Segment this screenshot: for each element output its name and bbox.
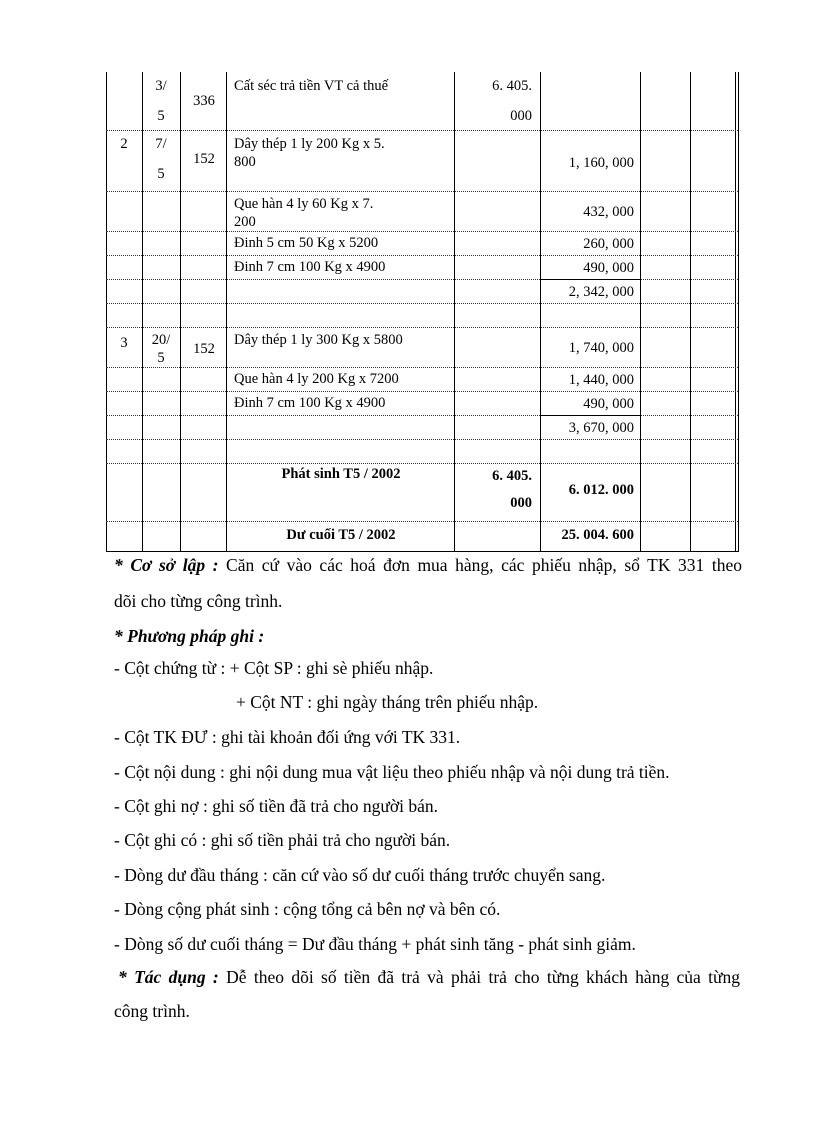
row2-account: 152 bbox=[193, 151, 215, 167]
row2-date-month: 5 bbox=[157, 166, 165, 182]
basis-label: * Cơ sở lập : bbox=[114, 555, 219, 575]
row3-date-day: 20/ bbox=[151, 332, 171, 348]
method-line-6: - Cột ghi có : ghi số tiền phải trả cho người bán. bbox=[114, 830, 451, 850]
row1-account: 336 bbox=[193, 93, 215, 109]
period-activity-debit: 6. 405. bbox=[492, 468, 532, 484]
row-separator bbox=[106, 279, 738, 280]
row3-subtotal: 3, 670, 000 bbox=[568, 420, 634, 436]
row3-credit3: 490, 000 bbox=[583, 396, 634, 412]
row-separator bbox=[106, 303, 738, 304]
row-separator bbox=[106, 367, 738, 368]
ending-balance-credit: 25. 004. 600 bbox=[561, 527, 634, 543]
grid-line bbox=[226, 72, 227, 552]
row2-credit4: 490, 000 bbox=[583, 260, 634, 276]
row1-description: Cất séc trả tiền VT cả thuế bbox=[234, 78, 389, 94]
method-line-8: - Dòng cộng phát sinh : cộng tổng cả bên nợ và bên có. bbox=[114, 899, 501, 919]
method-line-2: + Cột NT : ghi ngày tháng trên phiếu nhập. bbox=[236, 692, 539, 712]
method-line-9: - Dòng số dư cuối tháng = Dư đầu tháng + phát sinh tăng - phát sinh giảm. bbox=[114, 934, 636, 954]
row3-item2: Que hàn 4 ly 200 Kg x 7200 bbox=[234, 371, 399, 387]
row-separator bbox=[106, 415, 738, 416]
period-activity-label: Phát sinh T5 / 2002 bbox=[281, 466, 401, 482]
method-line-4: - Cột nội dung : ghi nội dung mua vật liệu theo phiếu nhập và nội dung trả tiền. bbox=[114, 762, 670, 782]
period-activity-debit-cont: 000 bbox=[510, 495, 532, 511]
row2-credit3: 260, 000 bbox=[583, 236, 634, 252]
row2-item2: Que hàn 4 ly 60 Kg x 7. bbox=[234, 196, 374, 212]
row3-account: 152 bbox=[193, 341, 215, 357]
row1-debit: 6. 405. bbox=[492, 78, 532, 94]
grid-line bbox=[640, 72, 641, 552]
basis-paragraph bbox=[114, 554, 742, 576]
row-separator bbox=[106, 191, 738, 192]
subtotal-line bbox=[540, 415, 640, 416]
ledger-table bbox=[106, 72, 738, 552]
row2-item3: Đinh 5 cm 50 Kg x 5200 bbox=[234, 235, 379, 251]
row-separator bbox=[106, 521, 738, 522]
row2-item2-cont: 200 bbox=[234, 214, 256, 230]
basis-text: Căn cứ vào các hoá đơn mua hàng, các phiếu nhập, sổ TK 331 theo bbox=[226, 555, 742, 575]
row-separator bbox=[106, 391, 738, 392]
row3-stt: 3 bbox=[120, 335, 128, 351]
row1-date-day: 3/ bbox=[155, 78, 167, 94]
row3-credit1: 1, 740, 000 bbox=[568, 340, 634, 356]
row2-item4: Đinh 7 cm 100 Kg x 4900 bbox=[234, 259, 386, 275]
grid-line bbox=[142, 72, 143, 552]
row1-debit-cont: 000 bbox=[510, 108, 532, 124]
method-line-3: - Cột TK ĐƯ : ghi tài khoản đối ứng với TK 331. bbox=[114, 727, 461, 747]
period-activity-credit: 6. 012. 000 bbox=[568, 482, 634, 498]
row2-subtotal: 2, 342, 000 bbox=[568, 284, 634, 300]
grid-line bbox=[738, 72, 739, 552]
row-separator bbox=[106, 439, 738, 440]
row2-credit1: 1, 160, 000 bbox=[568, 155, 634, 171]
row-separator bbox=[106, 130, 738, 131]
table-bottom-border bbox=[106, 551, 738, 552]
row3-date-month: 5 bbox=[157, 350, 165, 366]
row2-item1: Dây thép 1 ly 200 Kg x 5. bbox=[234, 136, 385, 152]
effect-text: Dễ theo dõi số tiền đã trả và phải trả cho từng khách hàng của từng bbox=[226, 967, 741, 987]
grid-line bbox=[690, 72, 691, 552]
method-line-5: - Cột ghi nợ : ghi số tiền đã trả cho người bán. bbox=[114, 796, 438, 816]
row3-credit2: 1, 440, 000 bbox=[568, 372, 634, 388]
row2-credit2: 432, 000 bbox=[583, 204, 634, 220]
grid-line bbox=[454, 72, 455, 552]
row2-item1-cont: 800 bbox=[234, 154, 256, 170]
method-line-7: - Dòng dư đầu tháng : căn cứ vào số dư cuối tháng trước chuyển sang. bbox=[114, 865, 606, 885]
method-line-1: - Cột chứng từ : + Cột SP : ghi sè phiếu nhập. bbox=[114, 658, 434, 678]
row2-stt: 2 bbox=[120, 136, 128, 152]
row3-item1: Dây thép 1 ly 300 Kg x 5800 bbox=[234, 332, 403, 348]
row3-item3: Đinh 7 cm 100 Kg x 4900 bbox=[234, 395, 386, 411]
row-separator bbox=[106, 255, 738, 256]
row-separator bbox=[106, 327, 738, 328]
basis-text-cont: dõi cho từng công trình. bbox=[114, 591, 283, 611]
row1-date-month: 5 bbox=[157, 108, 165, 124]
effect-paragraph bbox=[118, 966, 740, 988]
ending-balance-label: Dư cuối T5 / 2002 bbox=[286, 527, 396, 543]
subtotal-line bbox=[540, 279, 640, 280]
row-separator bbox=[106, 231, 738, 232]
effect-label: * Tác dụng : bbox=[118, 967, 219, 987]
method-label: * Phương pháp ghi : bbox=[114, 626, 265, 646]
grid-line bbox=[735, 72, 736, 552]
row2-date-day: 7/ bbox=[155, 136, 167, 152]
grid-line bbox=[180, 72, 181, 552]
effect-text-cont: công trình. bbox=[114, 1001, 190, 1021]
grid-line bbox=[540, 72, 541, 552]
